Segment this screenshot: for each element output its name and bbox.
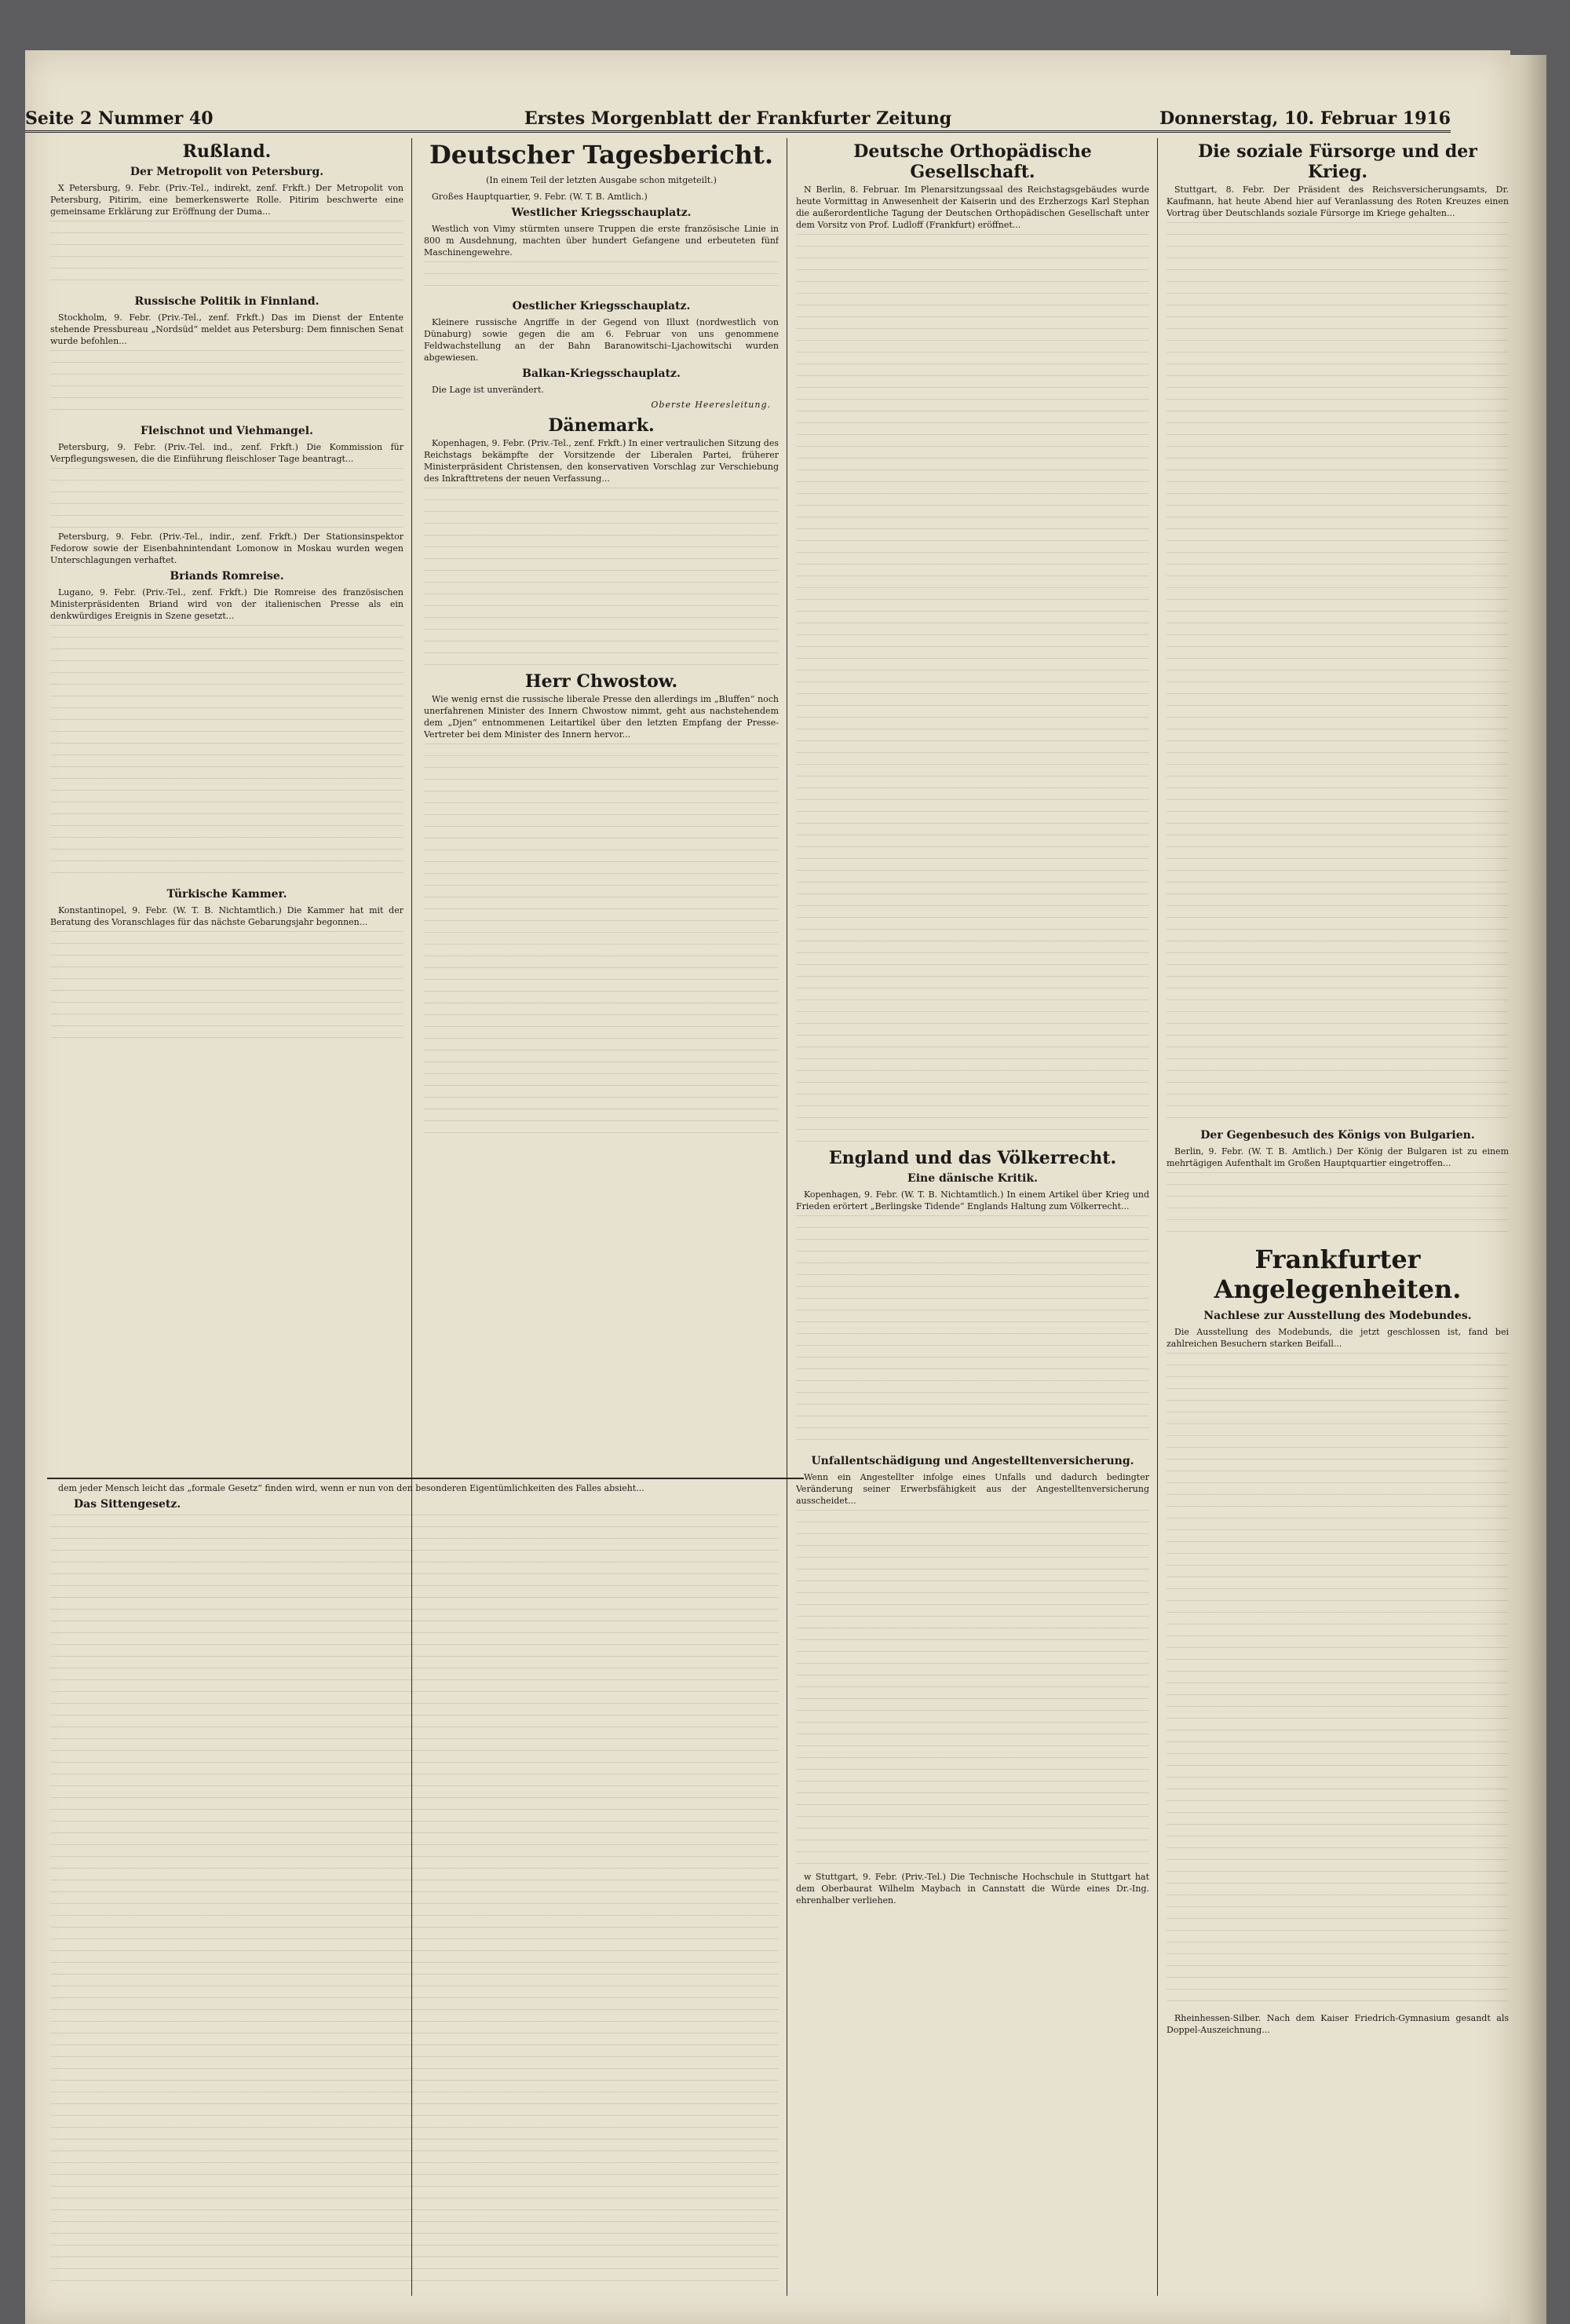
subheadline-fleischnot: Fleischnot und Viehmangel. xyxy=(141,425,313,437)
article-soziale-fuersorge: Stuttgart, 8. Febr. Der Präsident des Reichsversicherungsamts, Dr. Kaufmann, hat heute Abend hier auf Veranlassung des Roten Kreuzes einen Vortrag über Deutschlands soziale Fürsorge im Kriege gehalten... xyxy=(1167,185,1509,218)
headline-tagesbericht: Deutscher Tagesbericht. xyxy=(429,140,773,170)
subheadline-briand: Briands Romreise. xyxy=(170,570,284,583)
article-body-lines xyxy=(50,350,403,421)
masthead xyxy=(25,60,1451,133)
signature-heeresleitung: Oberste Heeresleitung. xyxy=(651,400,771,410)
column-3 xyxy=(796,138,1149,2296)
headline-england: England und das Völkerrecht. xyxy=(828,1148,1117,1168)
article-body-lines xyxy=(796,1510,1149,1871)
article-body-lines xyxy=(424,261,779,296)
article-modebund: Die Ausstellung des Modebunds, die jetzt geschlossen ist, fand bei zahlreichen Besuchern starken Beifall... xyxy=(1167,1327,1509,1349)
headline-frankfurter-angelegenheiten: Frankfurter Angelegenheiten. xyxy=(1214,1244,1462,1304)
issue-date: Donnerstag, 10. Februar 1916 xyxy=(1159,108,1451,129)
article-rheinhessen: Rheinhessen-Silber. Nach dem Kaiser Friedrich-Gymnasium gesandt als Doppel-Auszeichnung... xyxy=(1167,2013,1509,2035)
article-westlicher: Westlich von Vimy stürmten unsere Truppen die erste französische Linie in 800 m Ausdehnung, machten über hundert Gefangene und erbeuteten fünf Maschinengewehre. xyxy=(424,224,779,258)
article-fleischnot-2: Petersburg, 9. Febr. (Priv.-Tel., indir., zenf. Frkft.) Der Stationsinspektor Fedorow sowie der Eisenbahnintendant Lomonow in Moskau wurden wegen Unterschlagungen verhaftet. xyxy=(50,532,403,565)
subheadline-koenig-bulgarien: Der Gegenbesuch des Königs von Bulgarien. xyxy=(1200,1129,1475,1142)
newspaper-name: Erstes Morgenblatt der Frankfurter Zeitung xyxy=(524,108,952,129)
article-body-lines xyxy=(796,1215,1149,1451)
article-body-lines xyxy=(1167,222,1509,1125)
article-body-lines xyxy=(50,931,403,1049)
article-tuerkische-kammer: Konstantinopel, 9. Febr. (W. T. B. Nichtamtlich.) Die Kammer hat mit der Beratung des Voranschlages für das nächste Gebarungsjahr begonnen... xyxy=(50,905,403,927)
page-number: Seite 2 Nummer 40 xyxy=(25,108,214,129)
article-oestlicher: Kleinere russische Angriffe in der Gegend von Illuxt (nordwestlich von Dünaburg) sowie gegen die am 6. Februar von uns genommene Feldwachstellung an der Bahn Baranowitschi–Ljachowitschi wurden abgewiesen. xyxy=(424,317,779,363)
section-divider xyxy=(47,1478,804,1479)
feuilleton-intro: dem jeder Mensch leicht das „formale Gesetz“ finden wird, wenn er nun von den besonderen Eigentümlichkeiten des Falles absieht... xyxy=(58,1483,644,1493)
page-edge xyxy=(1510,55,1546,2324)
article-body-lines xyxy=(424,744,779,1136)
headline-orthopaedische: Deutsche Orthopädische Gesellschaft. xyxy=(853,141,1092,182)
article-balkan: Die Lage ist unverändert. xyxy=(432,385,544,395)
note-mitgeteilt: (In einem Teil der letzten Ausgabe schon mitgeteilt.) xyxy=(486,175,717,185)
subheadline-metropolit: Der Metropolit von Petersburg. xyxy=(130,166,324,178)
feuilleton xyxy=(50,1482,779,2296)
article-body-lines xyxy=(50,625,403,884)
article-metropolit: X Petersburg, 9. Febr. (Priv.-Tel., indirekt, zenf. Frkft.) Der Metropolit von Petersburg, Pitirim, eine bemerkenswerte Rolle. Pitirim beschwerte eine gemeinsame Erklärung zur Eröffnung der Duma... xyxy=(50,183,403,217)
article-body-lines xyxy=(50,221,403,291)
subheadline-tuerkische-kammer: Türkische Kammer. xyxy=(166,888,287,901)
article-briand: Lugano, 9. Febr. (Priv.-Tel., zenf. Frkft.) Die Romreise des französischen Ministerpräsidenten Briand wird von der italienischen Presse als ein denkwürdiges Ereignis in Szene gesetzt... xyxy=(50,587,403,621)
subheadline-daenische-kritik: Eine dänische Kritik. xyxy=(907,1172,1038,1185)
article-orthopaedische: N Berlin, 8. Februar. Im Plenarsitzungssaal des Reichstagsgebäudes wurde heute Vormittag in Anwesenheit der Kaiserin und des Erzherzogs Karl Stephan die außerordentliche Tagung der Deutschen Orthopädischen Gesellschaft unter dem Vorsitz von Prof. Ludloff (Frankfurt) eröffnet... xyxy=(796,185,1149,230)
headline-chwostow: Herr Chwostow. xyxy=(524,671,678,692)
subheadline-finnland: Russische Politik in Finnland. xyxy=(134,295,319,308)
article-body-lines xyxy=(50,468,403,531)
article-fleischnot: Petersburg, 9. Febr. (Priv.-Tel. ind., zenf. Frkft.) Die Kommission für Verpflegungswesen, die die Einführung fleischloser Tage beantragt... xyxy=(50,442,403,464)
column-2 xyxy=(424,138,779,1468)
subheadline-westlicher: Westlicher Kriegsschauplatz. xyxy=(511,206,692,219)
article-england: Kopenhagen, 9. Febr. (W. T. B. Nichtamtlich.) In einem Artikel über Krieg und Frieden erörtert „Berlingske Tidende“ Englands Haltung zum Völkerrecht... xyxy=(796,1189,1149,1211)
headline-daenemark: Dänemark. xyxy=(548,415,655,436)
dateline-hauptquartier: Großes Hauptquartier, 9. Febr. (W. T. B. Amtlich.) xyxy=(432,192,648,202)
column-4 xyxy=(1167,138,1509,2296)
article-unfallentschaedigung: Wenn ein Angestellter infolge eines Unfalls und dadurch bedingter Veränderung seiner Erwerbsfähigkeit aus der Angestelltenversicherung ausscheidet... xyxy=(796,1472,1149,1506)
column-divider xyxy=(1157,138,1158,2296)
article-koenig-bulgarien: Berlin, 9. Febr. (W. T. B. Amtlich.) Der König der Bulgaren ist zu einem mehrtägigen Aufenthalt im Großen Hauptquartier eingetroffen... xyxy=(1167,1146,1509,1168)
article-body-lines xyxy=(50,1515,779,2284)
article-body-lines xyxy=(424,488,779,668)
subheadline-balkan: Balkan-Kriegsschauplatz. xyxy=(522,367,681,380)
article-finnland: Stockholm, 9. Febr. (Priv.-Tel., zenf. Frkft.) Das im Dienst der Entente stehende Pressbureau „Nordsüd“ meldet aus Petersburg: Dem finnischen Senat wurde befohlen... xyxy=(50,312,403,346)
headline-soziale-fuersorge: Die soziale Fürsorge und der Krieg. xyxy=(1198,141,1477,182)
article-body-lines xyxy=(1167,1353,1509,2012)
article-chwostow: Wie wenig ernst die russische liberale Presse den allerdings im „Bluffen“ noch unerfahrenen Minister des Innern Chwostow nimmt, geht aus nachstehendem dem „Djen“ entnommenen Leitartikel über den letzten Empfang der Presse-Vertreter bei dem Minister des Innern hervor... xyxy=(424,694,779,740)
article-body-lines xyxy=(1167,1172,1509,1243)
article-stuttgart: w Stuttgart, 9. Febr. (Priv.-Tel.) Die Technische Hochschule in Stuttgart hat dem Oberbaurat Wilhelm Maybach in Cannstatt die Würde eines Dr.-Ing. ehrenhalber verliehen. xyxy=(796,1872,1149,1906)
headline-russland: Rußland. xyxy=(182,141,272,162)
subheadline-unfallentschaedigung: Unfallentschädigung und Angestelltenversicherung. xyxy=(811,1455,1134,1467)
column-1 xyxy=(50,138,403,1468)
article-daenemark: Kopenhagen, 9. Febr. (Priv.-Tel., zenf. Frkft.) In einer vertraulichen Sitzung des Reichstags bekämpfte der Vorsitzende der Liberalen Partei, früherer Ministerpräsident Christensen, den konservativen Vorschlag zur Verschiebung des Inkrafttretens der neuen Verfassung... xyxy=(424,438,779,484)
subheadline-modebund: Nachlese zur Ausstellung des Modebundes. xyxy=(1203,1310,1472,1322)
article-body-lines xyxy=(796,234,1149,1145)
subheadline-oestlicher: Oestlicher Kriegsschauplatz. xyxy=(512,300,691,312)
subheadline-sittengesetz: Das Sittengesetz. xyxy=(74,1498,181,1511)
